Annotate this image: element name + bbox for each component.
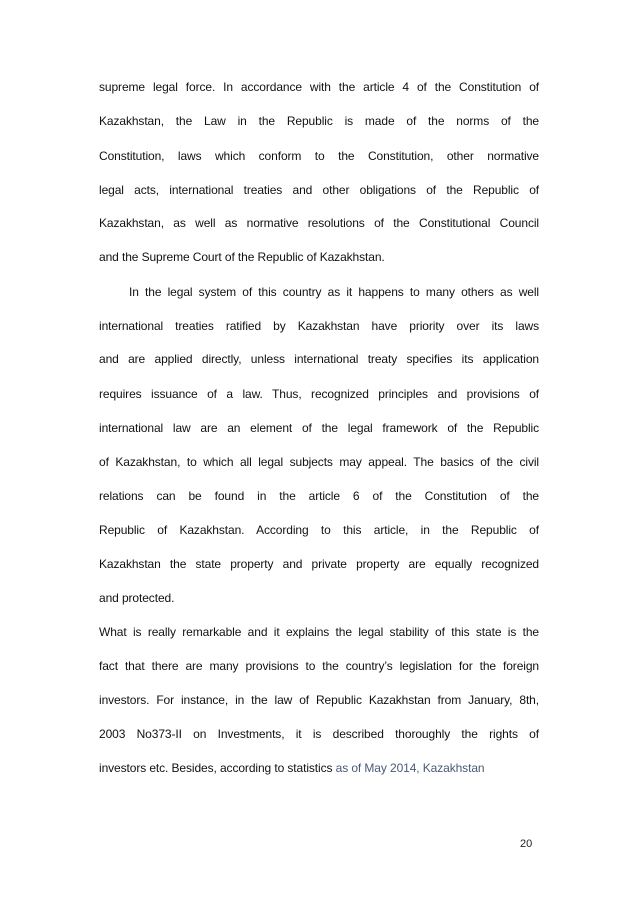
text-line-8: international treaties ratified by Kazakhstan have priority over its laws <box>99 319 539 333</box>
text-line-5: Kazakhstan, as well as normative resolutions of the Constitutional Council <box>99 216 539 230</box>
text-line-1: supreme legal force. In accordance with the article 4 of the Constitution of <box>99 80 539 94</box>
text-line-21-start: investors etc. Besides, according to statistics <box>99 761 336 775</box>
text-line-11: international law are an element of the legal framework of the Republic <box>99 421 539 435</box>
page-number: 20 <box>520 838 533 850</box>
text-line-17: What is really remarkable and it explains the legal stability of this state is the <box>99 625 539 639</box>
text-line-3: Constitution, laws which conform to the Constitution, other normative <box>99 149 539 163</box>
text-line-10: requires issuance of a law. Thus, recognized principles and provisions of <box>99 387 539 401</box>
text-line-12: of Kazakhstan, to which all legal subjects may appeal. The basics of the civil <box>99 455 539 469</box>
text-line-21 <box>99 761 539 775</box>
text-line-15: Kazakhstan the state property and private property are equally recognized <box>99 557 539 571</box>
text-line-9: and are applied directly, unless international treaty specifies its application <box>99 352 539 366</box>
text-line-6: and the Supreme Court of the Republic of Kazakhstan. <box>99 250 385 264</box>
text-line-19: investors. For instance, in the law of Republic Kazakhstan from January, 8th, <box>99 693 539 707</box>
text-line-16: and protected. <box>99 591 175 605</box>
text-line-2: Kazakhstan, the Law in the Republic is made of the norms of the <box>99 114 539 128</box>
text-line-7: In the legal system of this country as it happens to many others as well <box>129 285 539 299</box>
text-line-21-accent: as of May 2014, Kazakhstan <box>335 761 485 775</box>
text-line-20: 2003 No373-II on Investments, it is described thoroughly the rights of <box>99 727 539 741</box>
text-line-18: fact that there are many provisions to the country’s legislation for the foreign <box>99 659 539 673</box>
text-line-14: Republic of Kazakhstan. According to this article, in the Republic of <box>99 523 539 537</box>
text-line-4: legal acts, international treaties and other obligations of the Republic of <box>99 183 539 197</box>
text-line-13: relations can be found in the article 6 of the Constitution of the <box>99 489 539 503</box>
